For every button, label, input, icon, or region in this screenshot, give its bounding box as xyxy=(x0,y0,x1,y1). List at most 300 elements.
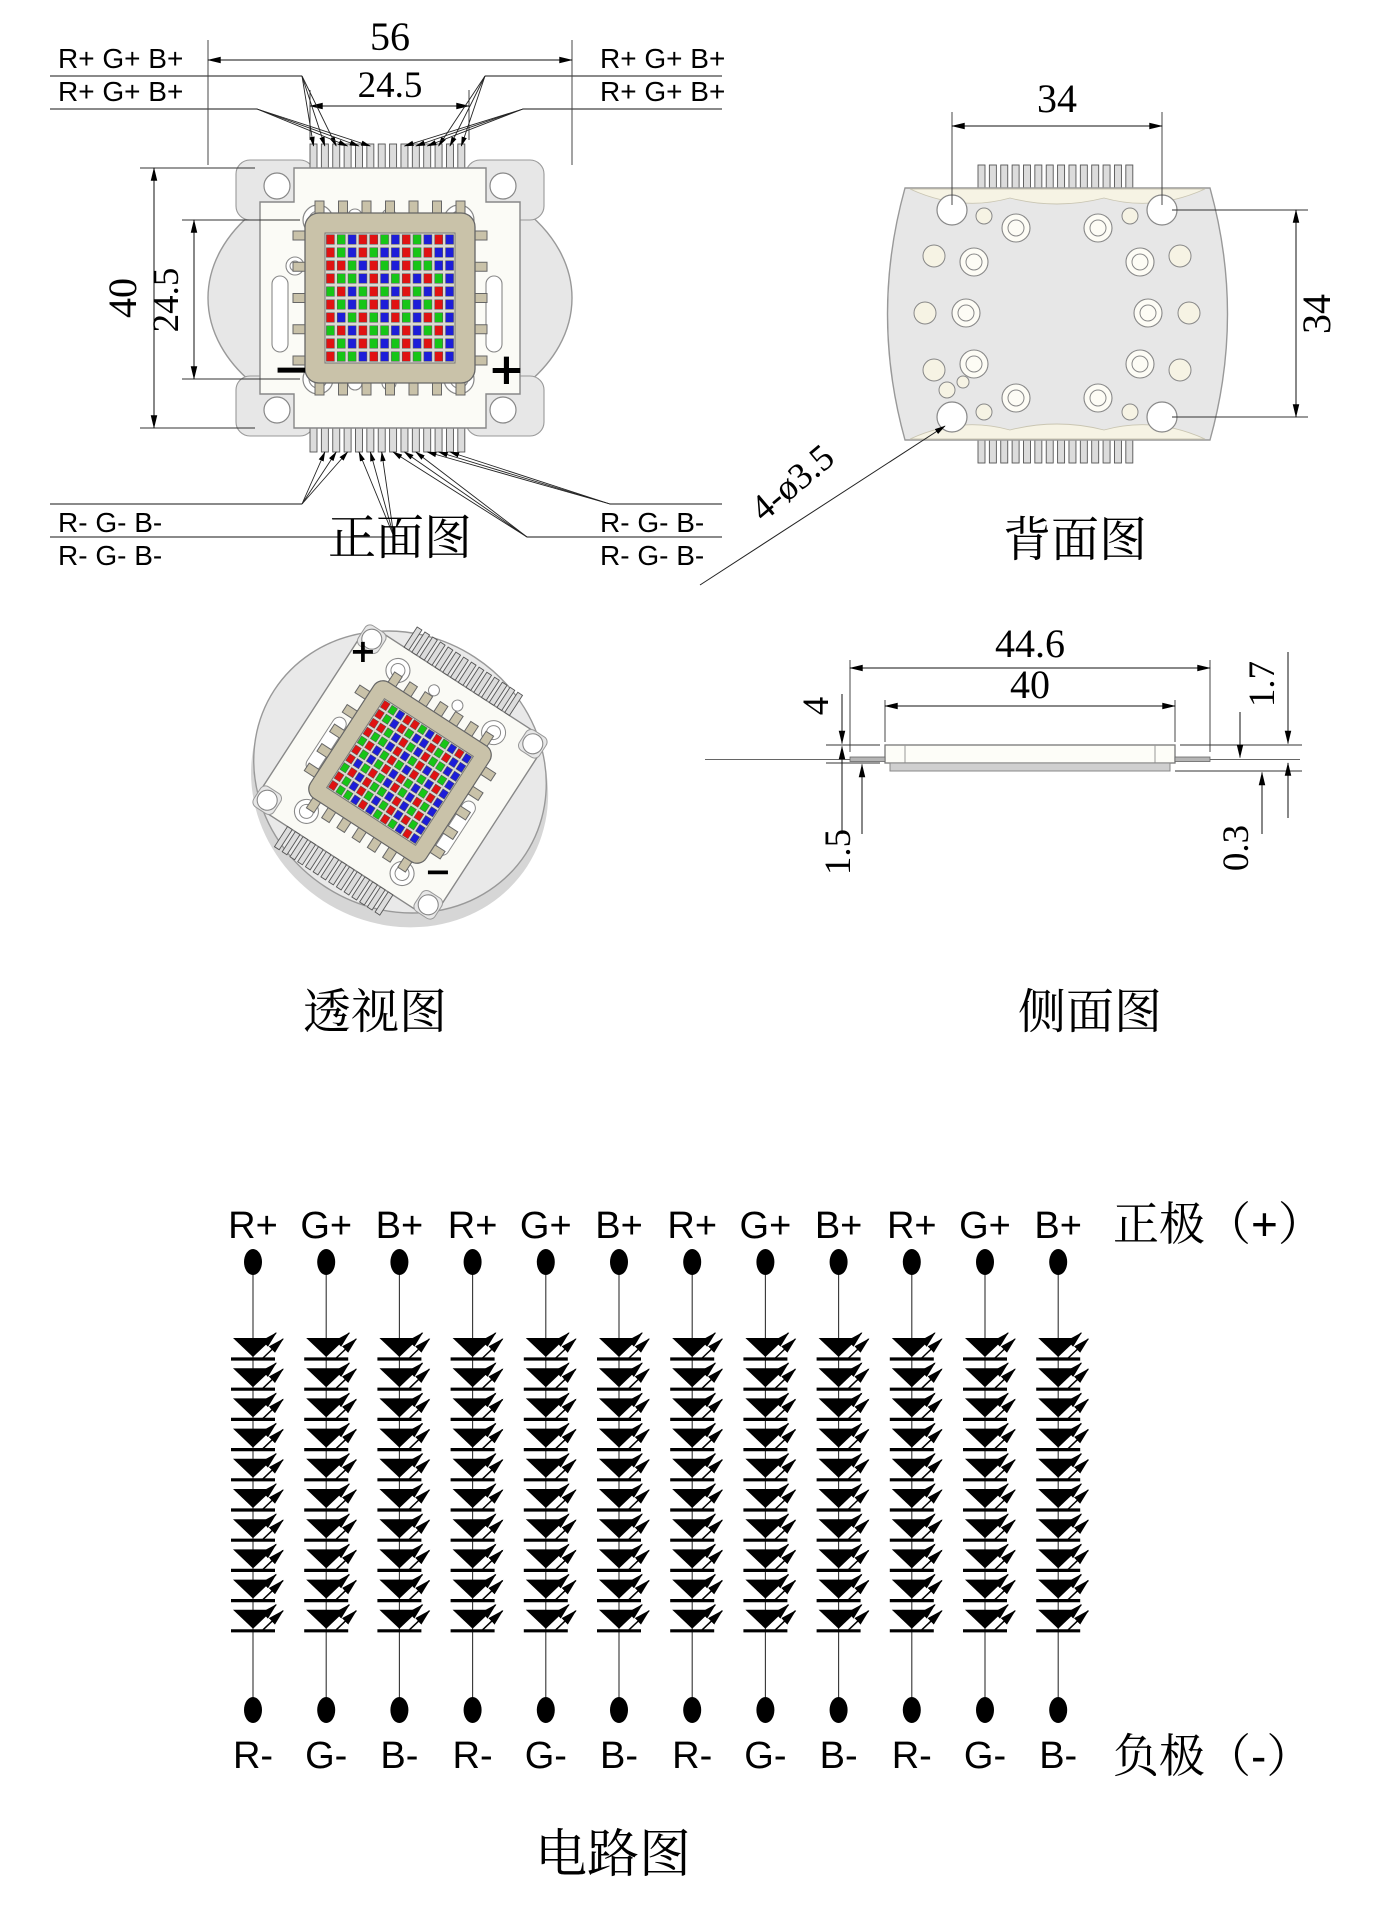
pin xyxy=(1012,165,1019,188)
back-view xyxy=(700,76,1339,585)
led-chip xyxy=(359,235,367,245)
led-symbol xyxy=(670,1424,722,1450)
dim-hole-pitch: 24.5 xyxy=(146,267,187,333)
plain-hole xyxy=(923,359,945,381)
string-cathode-label: B- xyxy=(380,1735,419,1777)
led-chip xyxy=(337,300,345,310)
led-chip xyxy=(348,274,356,284)
led-chip xyxy=(348,352,356,362)
pin xyxy=(321,428,328,452)
led-symbol xyxy=(1036,1544,1088,1570)
led-chip xyxy=(446,300,454,310)
terminal-label: R- G- B- xyxy=(600,507,705,538)
pin xyxy=(1001,165,1008,188)
led-string xyxy=(815,1205,869,1777)
anode-terminal-dot xyxy=(976,1249,994,1275)
led-symbol xyxy=(377,1393,429,1419)
pin xyxy=(1023,440,1030,463)
led-symbol xyxy=(524,1484,576,1510)
led-chip xyxy=(348,248,356,258)
polarity-minus: − xyxy=(424,852,452,891)
mounting-hole xyxy=(937,402,967,432)
dim-body-height: 1.7 xyxy=(1242,660,1283,708)
mounting-hole xyxy=(490,173,516,199)
led-chip xyxy=(370,287,378,297)
bond-finger xyxy=(362,201,371,214)
pin xyxy=(378,144,385,168)
led-symbol xyxy=(743,1544,795,1570)
string-anode-label: R+ xyxy=(886,1205,937,1247)
pin-side-left xyxy=(850,757,885,762)
led-symbol xyxy=(670,1393,722,1419)
polarity-plus: + xyxy=(488,344,525,395)
led-symbol xyxy=(963,1454,1015,1480)
led-symbol xyxy=(377,1424,429,1450)
led-symbol xyxy=(1036,1454,1088,1480)
led-chip xyxy=(370,326,378,336)
bond-finger xyxy=(315,201,324,214)
pin xyxy=(1035,165,1042,188)
bond-finger xyxy=(474,356,487,365)
bond-finger xyxy=(339,382,348,395)
string-anode-label: B+ xyxy=(1034,1205,1082,1247)
bond-finger xyxy=(315,382,324,395)
led-chip xyxy=(413,326,421,336)
dim-hole-pitch-vertical: 34 xyxy=(1294,294,1339,334)
bond-finger xyxy=(386,201,395,214)
cathode-terminal-dot xyxy=(244,1697,262,1723)
led-symbol xyxy=(597,1333,649,1359)
pin xyxy=(1092,165,1099,188)
led-symbol xyxy=(963,1514,1015,1540)
led-chip xyxy=(337,248,345,258)
led-chip xyxy=(370,300,378,310)
led-symbol xyxy=(743,1514,795,1540)
led-chip xyxy=(413,287,421,297)
led-chip xyxy=(424,248,432,258)
pin xyxy=(367,428,374,452)
led-chip xyxy=(391,248,399,258)
pin xyxy=(424,428,431,452)
led-chip xyxy=(381,287,389,297)
led-symbol xyxy=(743,1424,795,1450)
led-symbol xyxy=(451,1454,503,1480)
eyelet-hole xyxy=(952,299,980,327)
led-chip xyxy=(446,261,454,271)
led-symbol xyxy=(524,1605,576,1631)
led-chip xyxy=(326,287,334,297)
led-chip xyxy=(337,274,345,284)
led-symbol xyxy=(817,1575,869,1601)
led-symbol xyxy=(670,1575,722,1601)
led-symbol xyxy=(451,1575,503,1601)
led-chip xyxy=(402,339,410,349)
led-symbol xyxy=(743,1393,795,1419)
led-symbol xyxy=(231,1393,283,1419)
plain-hole xyxy=(1169,359,1191,381)
anode-terminal-dot xyxy=(610,1249,628,1275)
led-symbol xyxy=(817,1363,869,1389)
bond-finger xyxy=(456,382,465,395)
led-chip xyxy=(337,352,345,362)
led-chip xyxy=(348,339,356,349)
led-chip xyxy=(326,235,334,245)
dim-pin-span: 24.5 xyxy=(357,65,423,106)
led-chip xyxy=(359,313,367,323)
pin xyxy=(401,428,408,452)
led-chip xyxy=(413,274,421,284)
led-symbol xyxy=(377,1454,429,1480)
mounting-hole xyxy=(264,397,290,423)
led-chip xyxy=(435,248,443,258)
led-symbol xyxy=(451,1484,503,1510)
led-chip xyxy=(413,313,421,323)
led-symbol xyxy=(817,1333,869,1359)
bond-finger xyxy=(433,201,442,214)
led-chip xyxy=(446,274,454,284)
cathode-terminal-dot xyxy=(610,1697,628,1723)
led-symbol xyxy=(817,1605,869,1631)
led-chip xyxy=(370,248,378,258)
leader-arrow xyxy=(461,76,485,146)
pin xyxy=(1069,165,1076,188)
led-symbol xyxy=(890,1544,942,1570)
leader-arrow xyxy=(427,109,523,146)
string-cathode-label: R- xyxy=(891,1735,932,1777)
led-symbol xyxy=(231,1544,283,1570)
led-symbol xyxy=(597,1424,649,1450)
front-view-title: 正面图 xyxy=(327,512,473,565)
led-chip xyxy=(381,326,389,336)
string-cathode-label: G- xyxy=(963,1735,1007,1777)
string-cathode-label: G- xyxy=(305,1735,348,1777)
led-chip xyxy=(435,261,443,271)
cathode-terminal-dot xyxy=(903,1697,921,1723)
led-symbol xyxy=(451,1333,503,1359)
pin xyxy=(446,428,453,452)
cathode-terminal-dot xyxy=(464,1697,482,1723)
module-back-body xyxy=(888,188,1228,440)
pin xyxy=(310,144,317,168)
pin xyxy=(1046,165,1053,188)
led-chip xyxy=(348,287,356,297)
led-chip xyxy=(359,339,367,349)
led-symbol xyxy=(670,1605,722,1631)
dim-overall-height: 40 xyxy=(100,278,145,318)
led-chip xyxy=(337,326,345,336)
led-chip xyxy=(359,287,367,297)
slot-hole xyxy=(486,276,502,352)
led-chip xyxy=(359,326,367,336)
led-symbol xyxy=(304,1484,356,1510)
led-symbol xyxy=(597,1484,649,1510)
hole-callout: 4-ø3.5 xyxy=(742,436,843,530)
pin xyxy=(412,428,419,452)
terminal-label: R- G- B- xyxy=(58,540,163,571)
string-anode-label: B+ xyxy=(814,1205,863,1247)
led-chip xyxy=(381,274,389,284)
anode-terminal-dot xyxy=(903,1249,921,1275)
led-chip xyxy=(337,235,345,245)
string-anode-label: R+ xyxy=(667,1205,718,1247)
led-symbol xyxy=(304,1514,356,1540)
bond-finger xyxy=(293,262,306,271)
led-chip xyxy=(326,274,334,284)
led-symbol xyxy=(524,1393,576,1419)
string-anode-label: R+ xyxy=(228,1205,278,1247)
pin xyxy=(378,428,385,452)
led-chip xyxy=(391,352,399,362)
led-chip xyxy=(391,326,399,336)
cathode-terminal-dot xyxy=(683,1697,701,1723)
led-symbol xyxy=(231,1575,283,1601)
led-chip xyxy=(359,352,367,362)
led-chip xyxy=(370,261,378,271)
string-anode-label: G+ xyxy=(959,1205,1011,1247)
led-symbol xyxy=(597,1393,649,1419)
led-symbol xyxy=(377,1605,429,1631)
led-symbol xyxy=(817,1454,869,1480)
bond-finger xyxy=(293,294,306,303)
led-symbol xyxy=(451,1514,503,1540)
led-symbol xyxy=(670,1454,722,1480)
pin xyxy=(333,428,340,452)
string-cathode-label: G- xyxy=(524,1735,567,1777)
led-string xyxy=(376,1205,430,1777)
dim-pin-height: 4 xyxy=(796,696,837,716)
led-chip xyxy=(348,261,356,271)
led-chip xyxy=(326,339,334,349)
front-view xyxy=(50,14,725,571)
dim-hole-pitch-horizontal: 34 xyxy=(1037,76,1077,121)
pin xyxy=(390,428,397,452)
cathode-terminal-dot xyxy=(537,1697,555,1723)
string-cathode-label: R- xyxy=(232,1735,274,1777)
led-symbol xyxy=(963,1424,1015,1450)
led-symbol xyxy=(231,1484,283,1510)
led-chip xyxy=(391,261,399,271)
led-chip xyxy=(413,352,421,362)
led-chip xyxy=(370,274,378,284)
pin xyxy=(344,428,351,452)
led-symbol xyxy=(304,1544,356,1570)
cathode-terminal-dot xyxy=(756,1697,774,1723)
led-string xyxy=(448,1205,503,1777)
pin xyxy=(1103,440,1110,463)
plain-hole xyxy=(976,404,992,420)
anode-terminal-dot xyxy=(390,1249,408,1275)
led-symbol xyxy=(377,1514,429,1540)
plain-hole xyxy=(1122,404,1138,420)
led-symbol xyxy=(963,1484,1015,1510)
led-symbol xyxy=(1036,1333,1088,1359)
led-symbol xyxy=(304,1393,356,1419)
plain-hole xyxy=(939,382,955,398)
led-chip xyxy=(391,313,399,323)
pin xyxy=(1114,165,1121,188)
led-chip xyxy=(446,248,454,258)
bond-finger xyxy=(474,231,487,240)
led-chip xyxy=(381,300,389,310)
pin xyxy=(1023,165,1030,188)
plain-hole xyxy=(957,376,969,388)
pin xyxy=(1012,440,1019,463)
led-chip xyxy=(413,235,421,245)
pin xyxy=(367,144,374,168)
led-string xyxy=(667,1205,722,1777)
anode-terminal-dot xyxy=(1049,1249,1067,1275)
perspective-view xyxy=(193,575,608,983)
terminal-label: R+ G+ B+ xyxy=(58,76,184,107)
terminal-label: R+ G+ B+ xyxy=(58,43,184,74)
bond-finger xyxy=(474,294,487,303)
pin xyxy=(344,144,351,168)
pin xyxy=(1114,440,1121,463)
anode-bus-label: 正极（+） xyxy=(1113,1198,1324,1250)
string-cathode-label: B- xyxy=(1039,1735,1078,1777)
pin xyxy=(1058,440,1065,463)
led-chip xyxy=(391,235,399,245)
led-chip xyxy=(446,339,454,349)
led-chip xyxy=(402,300,410,310)
led-symbol xyxy=(231,1363,283,1389)
led-chip xyxy=(348,326,356,336)
led-symbol xyxy=(670,1484,722,1510)
led-chip xyxy=(337,287,345,297)
plain-hole xyxy=(1169,245,1191,267)
eyelet-hole xyxy=(1126,248,1154,276)
led-chip xyxy=(446,352,454,362)
led-symbol xyxy=(597,1575,649,1601)
led-symbol xyxy=(743,1605,795,1631)
bond-finger xyxy=(433,382,442,395)
led-chip xyxy=(424,287,432,297)
led-chip xyxy=(391,287,399,297)
string-anode-label: G+ xyxy=(519,1205,572,1247)
led-symbol xyxy=(304,1605,356,1631)
led-symbol xyxy=(670,1514,722,1540)
led-chip xyxy=(424,313,432,323)
pin xyxy=(1126,440,1133,463)
pin xyxy=(321,144,328,168)
eyelet-hole xyxy=(960,248,988,276)
pin xyxy=(978,440,985,463)
string-anode-label: R+ xyxy=(447,1205,498,1247)
led-chip xyxy=(391,274,399,284)
led-chip xyxy=(446,313,454,323)
side-view-title: 侧面图 xyxy=(1017,986,1163,1039)
led-string xyxy=(887,1205,942,1777)
plain-hole xyxy=(923,245,945,267)
anode-terminal-dot xyxy=(756,1249,774,1275)
circuit-title: 电路图 xyxy=(534,1826,692,1884)
anode-terminal-dot xyxy=(683,1249,701,1275)
pin xyxy=(1080,165,1087,188)
led-chip xyxy=(402,248,410,258)
dim-overall-width: 56 xyxy=(370,14,410,59)
led-symbol xyxy=(231,1605,283,1631)
anode-terminal-dot xyxy=(537,1249,555,1275)
bond-finger xyxy=(293,231,306,240)
led-symbol xyxy=(817,1484,869,1510)
mounting-hole xyxy=(264,173,290,199)
led-chip xyxy=(435,352,443,362)
plain-hole xyxy=(1178,302,1200,324)
dim-overall-width: 44.6 xyxy=(995,621,1065,666)
led-chip xyxy=(326,352,334,362)
led-chip xyxy=(413,261,421,271)
eyelet-hole xyxy=(1002,214,1030,242)
led-chip xyxy=(359,261,367,271)
terminal-label: R+ G+ B+ xyxy=(600,43,726,74)
led-symbol xyxy=(1036,1605,1088,1631)
led-symbol xyxy=(597,1605,649,1631)
cathode-terminal-dot xyxy=(976,1697,994,1723)
led-chip xyxy=(435,313,443,323)
cathode-bus-label: 负极（-） xyxy=(1113,1730,1313,1782)
pin xyxy=(1035,440,1042,463)
led-chip xyxy=(435,274,443,284)
bond-finger xyxy=(474,325,487,334)
bond-finger xyxy=(409,382,418,395)
plain-hole xyxy=(914,302,936,324)
eyelet-hole xyxy=(960,350,988,378)
led-chip xyxy=(435,235,443,245)
eyelet-hole xyxy=(1134,299,1162,327)
led-symbol xyxy=(963,1605,1015,1631)
module-body-side xyxy=(885,745,1175,763)
led-symbol xyxy=(377,1363,429,1389)
back-view-title: 背面图 xyxy=(1002,514,1148,567)
dim-substrate-thickness: 0.3 xyxy=(1216,824,1257,872)
led-symbol xyxy=(304,1333,356,1359)
led-string xyxy=(228,1205,283,1777)
string-anode-label: G+ xyxy=(300,1205,353,1247)
string-cathode-label: R- xyxy=(452,1735,493,1777)
led-symbol xyxy=(524,1454,576,1480)
pin xyxy=(1069,440,1076,463)
string-cathode-label: R- xyxy=(672,1735,713,1777)
pin xyxy=(310,428,317,452)
bond-finger xyxy=(293,325,306,334)
leader-arrow xyxy=(302,76,314,146)
pin xyxy=(355,428,362,452)
pin xyxy=(1103,165,1110,188)
pin xyxy=(1058,165,1065,188)
led-symbol xyxy=(817,1424,869,1450)
leader-arrow xyxy=(404,109,523,146)
eyelet-hole xyxy=(1084,214,1112,242)
pin xyxy=(1001,440,1008,463)
led-chip xyxy=(326,300,334,310)
led-symbol xyxy=(451,1393,503,1419)
led-symbol xyxy=(304,1363,356,1389)
anode-terminal-dot xyxy=(464,1249,482,1275)
led-chip xyxy=(381,339,389,349)
led-symbol xyxy=(963,1544,1015,1570)
led-string xyxy=(1034,1205,1088,1777)
cathode-terminal-dot xyxy=(830,1697,848,1723)
led-chip xyxy=(424,274,432,284)
pin xyxy=(978,165,985,188)
led-chip xyxy=(381,248,389,258)
led-symbol xyxy=(743,1484,795,1510)
cathode-terminal-dot xyxy=(317,1697,335,1723)
led-symbol xyxy=(524,1514,576,1540)
string-cathode-label: B- xyxy=(819,1735,858,1777)
led-symbol xyxy=(670,1333,722,1359)
leader-arrow xyxy=(302,452,348,504)
